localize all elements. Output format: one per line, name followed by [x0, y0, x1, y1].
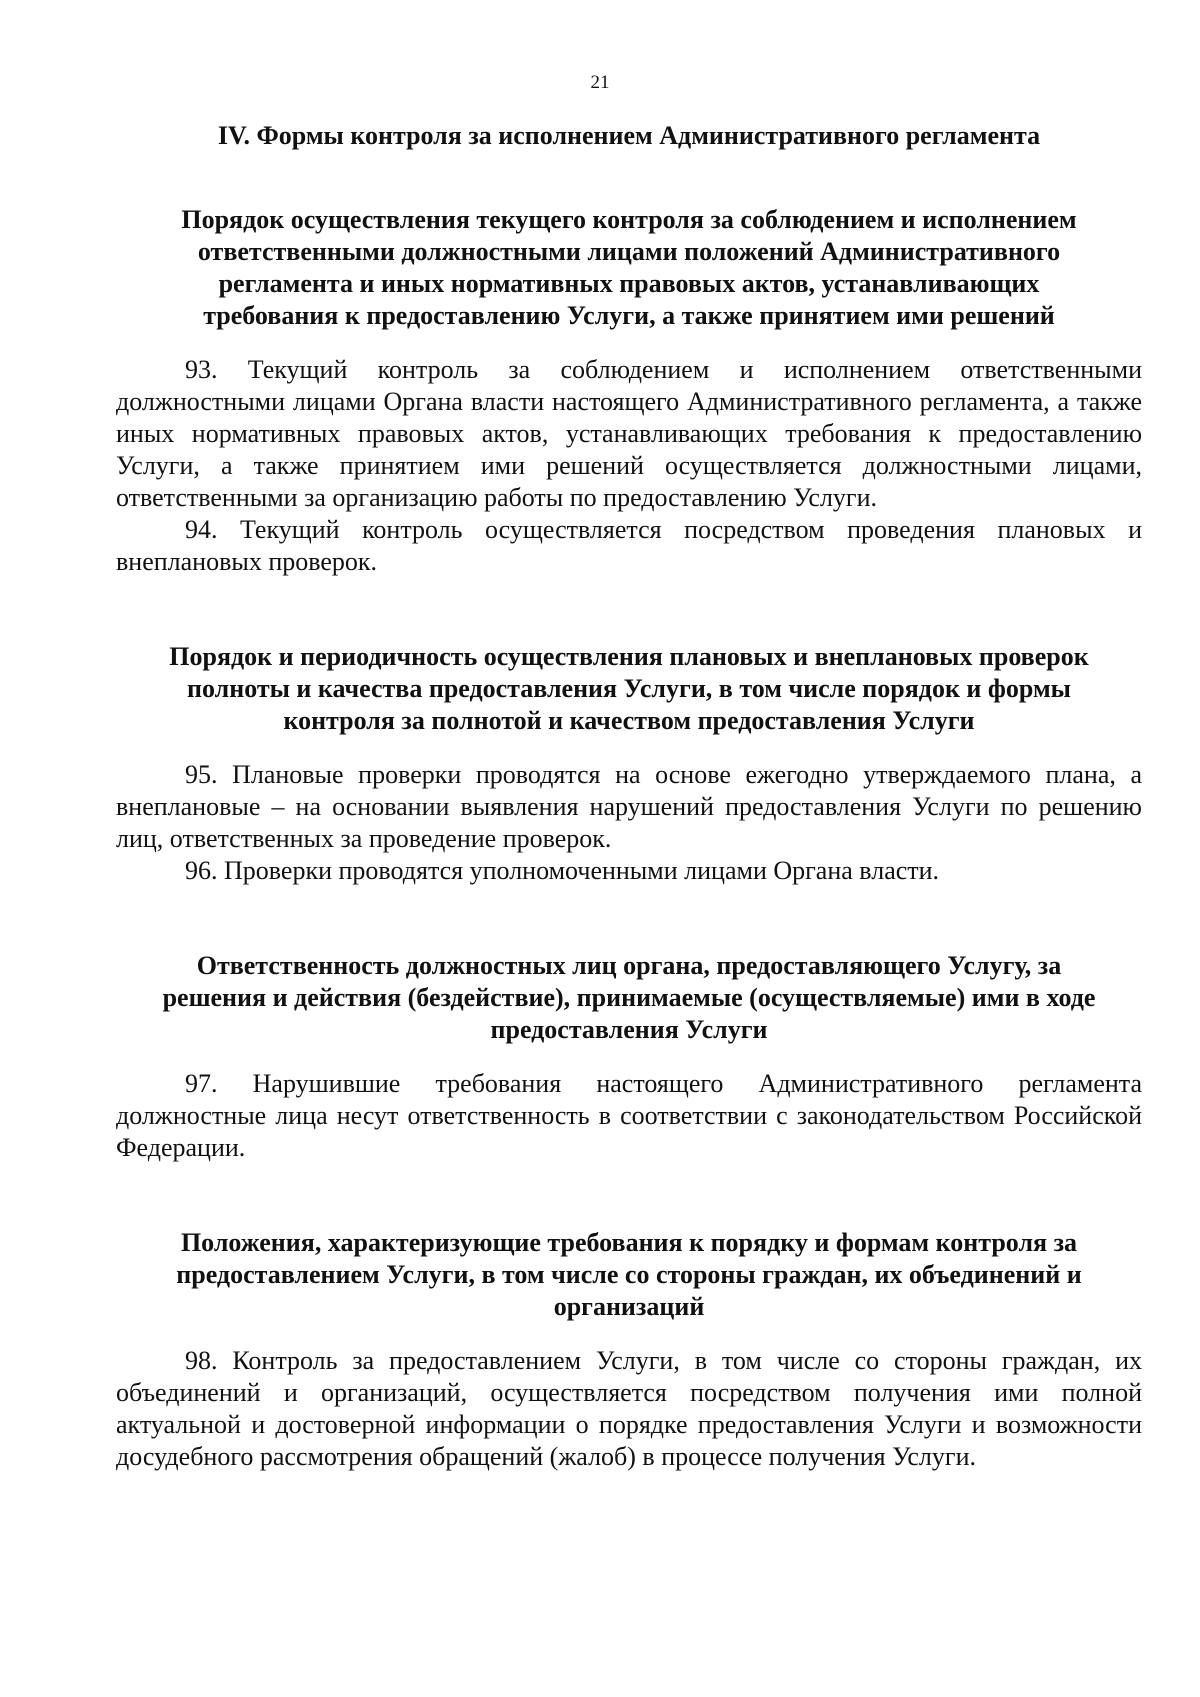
- heading-line: решения и действия (бездействие), принимаемые (осуществляемые) ими в ходе: [162, 983, 1096, 1012]
- section-inspections: [116, 641, 1142, 887]
- heading-line: предоставлением Услуги, в том числе со стороны граждан, их объединений и: [176, 1260, 1082, 1289]
- page-number: 21: [590, 72, 610, 93]
- heading-line: организаций: [553, 1292, 705, 1321]
- document-body: [116, 120, 1142, 1473]
- paragraph-94: 94. Текущий контроль осуществляется посредством проведения плановых и внеплановых проверок.: [116, 515, 1142, 576]
- section-heading: [116, 641, 1142, 737]
- chapter-title: IV. Формы контроля за исполнением Административного регламента: [217, 121, 1041, 150]
- paragraph-98: 98. Контроль за предоставлением Услуги, в том числе со стороны граждан, их объединений и организаций, осуществляется посредством получения ими полной актуальной и достоверной информации о порядке предоставления Услуги и возможности досудебного рассмотрения обращений (жалоб) в процессе получения Услуги.: [116, 1346, 1142, 1471]
- section-public-control: [116, 1227, 1142, 1473]
- heading-line: контроля за полнотой и качеством предоставления Услуги: [283, 706, 975, 735]
- heading-line: Порядок и периодичность осуществления плановых и внеплановых проверок: [169, 642, 1089, 671]
- paragraph-96: 96. Проверки проводятся уполномоченными лицами Органа власти.: [185, 856, 940, 885]
- paragraph-95: 95. Плановые проверки проводятся на основе ежегодно утверждаемого плана, а внеплановые – на основании выявления нарушений предоставления Услуги по решению лиц, ответственных за проведение проверок.: [116, 760, 1142, 853]
- section-responsibility: [116, 950, 1142, 1164]
- section-heading: [116, 204, 1142, 332]
- heading-line: полноты и качества предоставления Услуги, в том числе порядок и формы: [187, 674, 1071, 703]
- heading-line: Ответственность должностных лиц органа, предоставляющего Услугу, за: [196, 951, 1062, 980]
- heading-line: Порядок осуществления текущего контроля за соблюдением и исполнением: [181, 205, 1077, 234]
- heading-line: Положения, характеризующие требования к порядку и формам контроля за: [180, 1228, 1078, 1257]
- heading-line: ответственными должностными лицами положений Административного: [197, 237, 1061, 266]
- section-current-control: [116, 204, 1142, 578]
- heading-line: требования к предоставлению Услуги, а также принятием ими решений: [203, 301, 1055, 330]
- section-heading: [116, 1227, 1142, 1323]
- heading-line: регламента и иных нормативных правовых актов, устанавливающих: [218, 269, 1040, 298]
- section-heading: [116, 950, 1142, 1046]
- heading-line: предоставления Услуги: [490, 1015, 768, 1044]
- paragraph-97: 97. Нарушившие требования настоящего Административного регламента должностные лица несут ответственность в соответствии с законодательством Российской Федерации.: [116, 1069, 1142, 1162]
- paragraph-93: 93. Текущий контроль за соблюдением и исполнением ответственными должностными лицами Органа власти настоящего Административного регламента, а также иных нормативных правовых актов, устанавливающих требования к предоставлению Услуги, а также принятием ими решений осуществляется должностными лицами, ответственными за организацию работы по предоставлению Услуги.: [116, 355, 1142, 512]
